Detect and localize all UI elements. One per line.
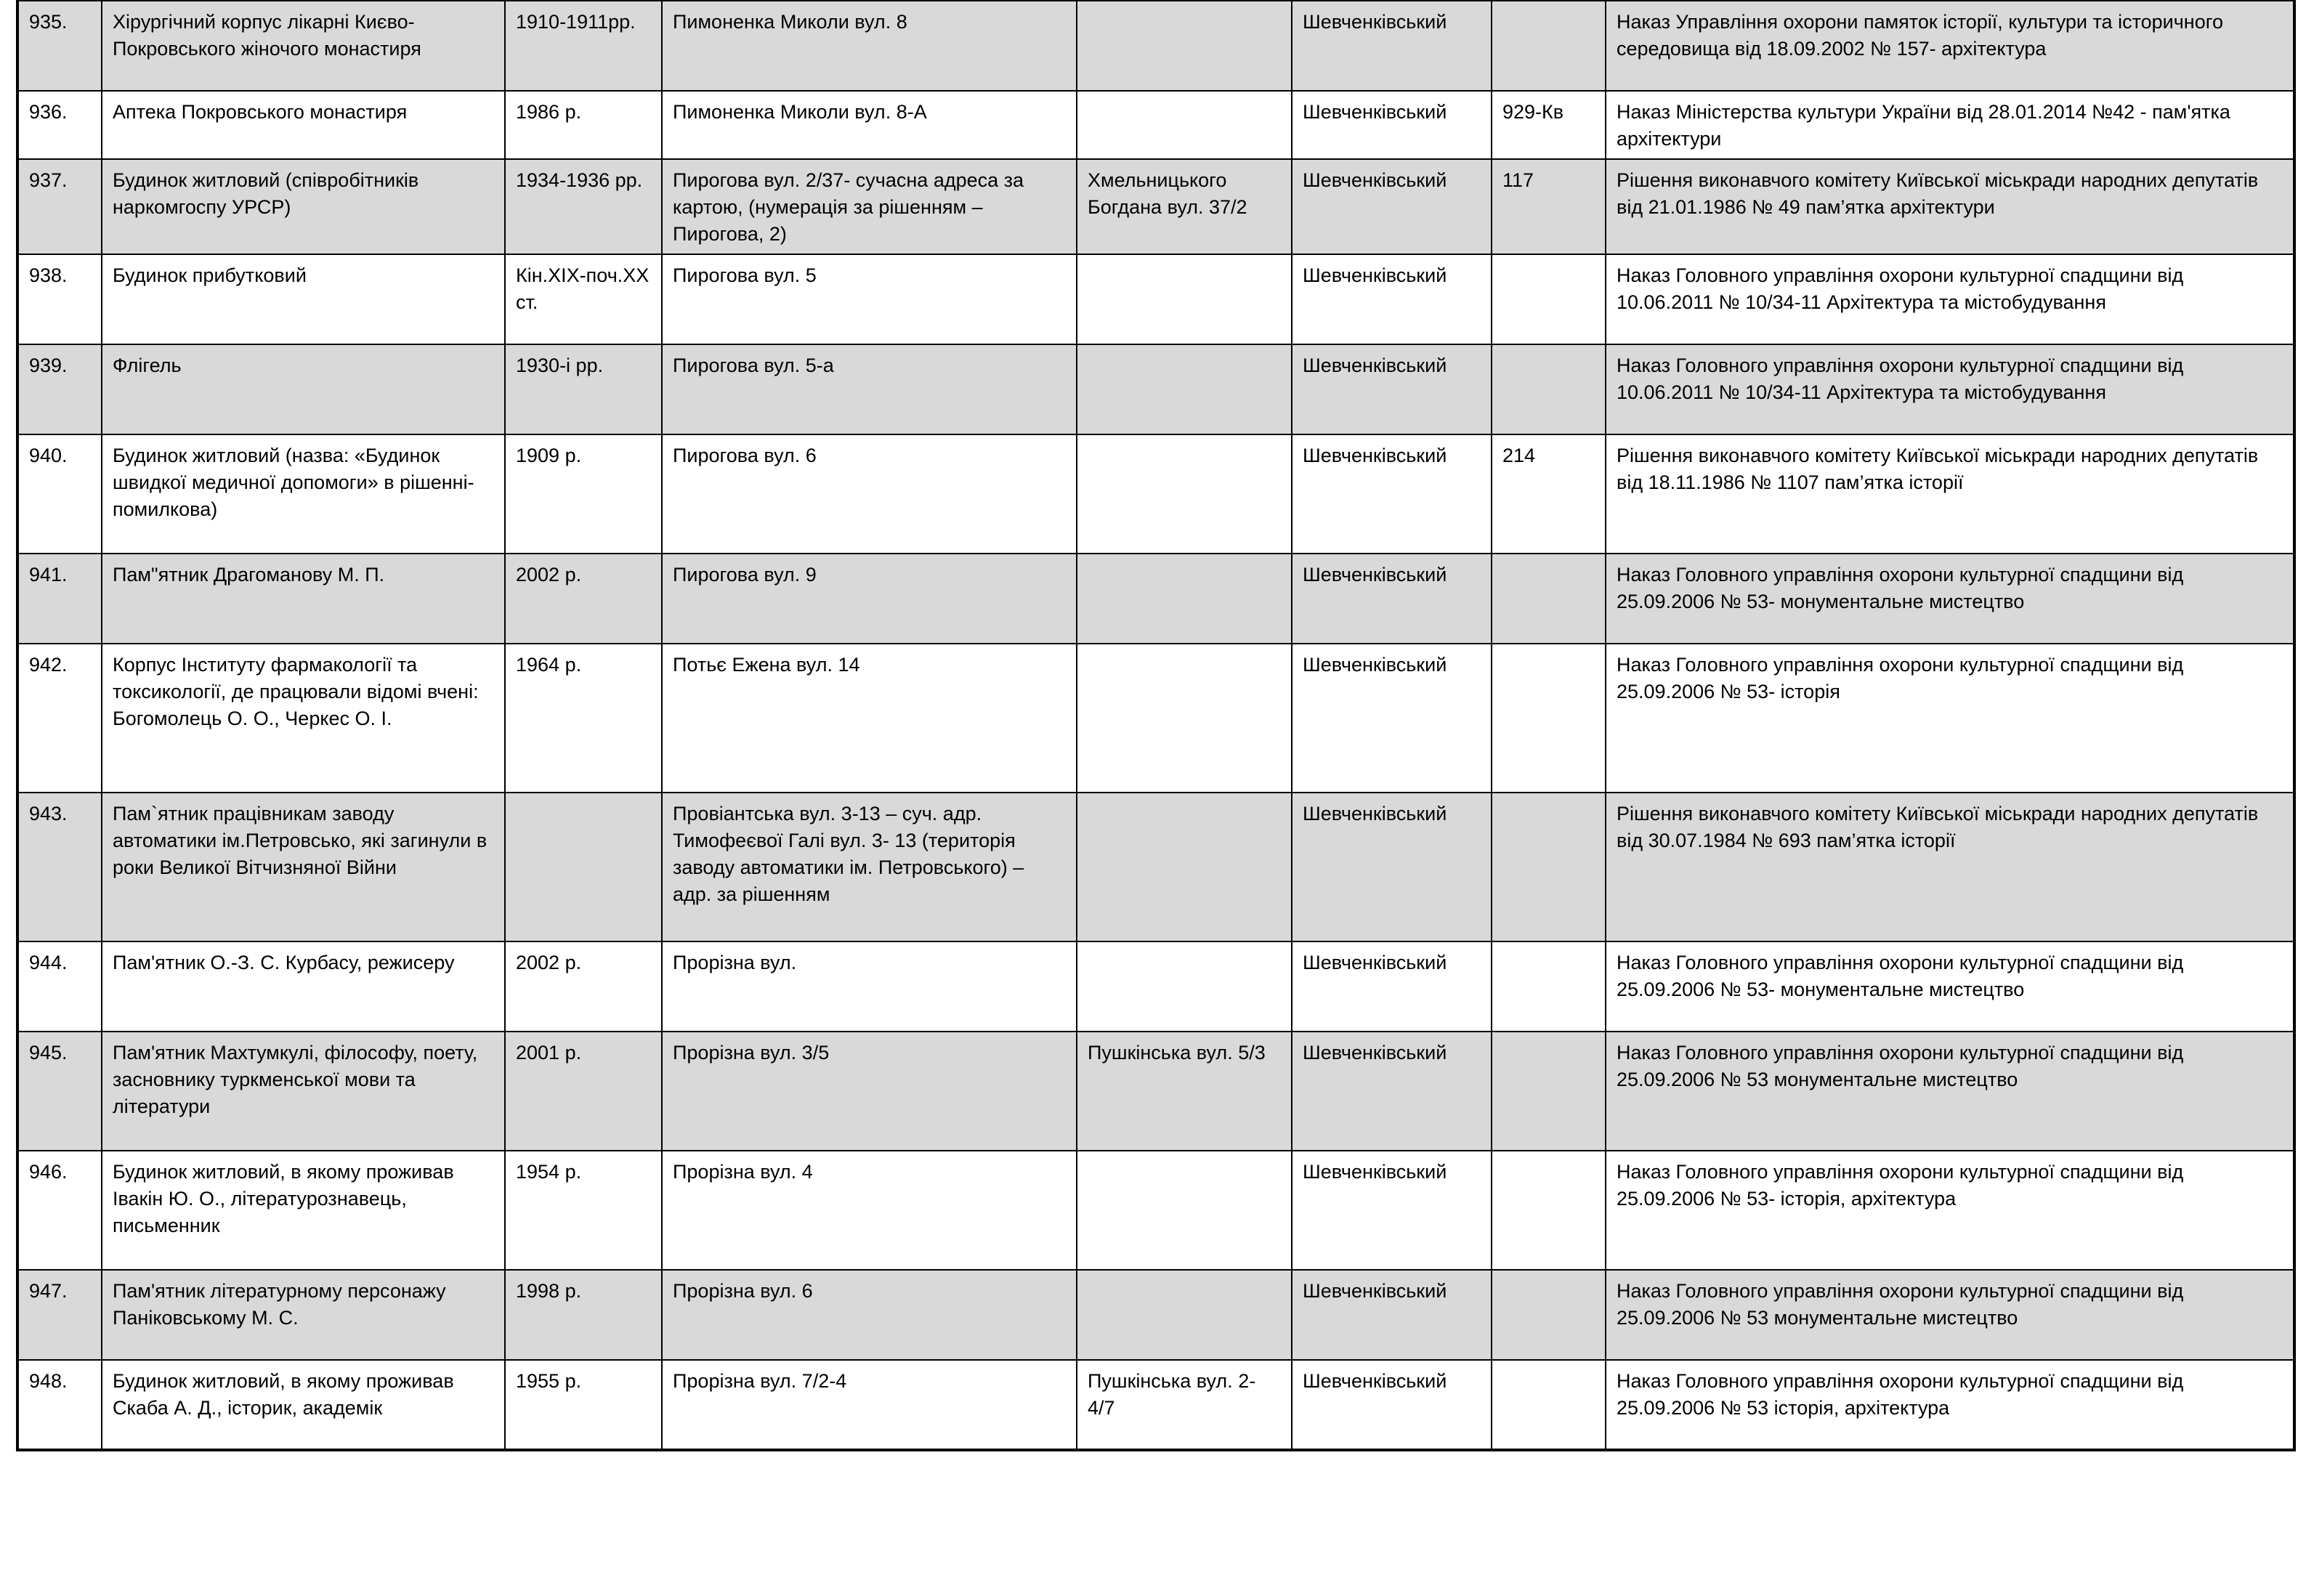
protection-number-cell — [1492, 1360, 1606, 1450]
object-name-cell: Пам"ятник Драгоманову М. П. — [102, 554, 505, 644]
heritage-registry-table — [16, 0, 2296, 1451]
legal-document-cell: Наказ Головного управління охорони культурної спадщини від 25.09.2006 № 53 монументальне мистецтво — [1606, 1032, 2294, 1151]
district-cell: Шевченківський — [1292, 1151, 1492, 1270]
table-row — [17, 1360, 2294, 1450]
legal-document-cell: Рішення виконавчого комітету Київської міськради народних депутатів від 18.11.1986 № 1107 пам’ятка історії — [1606, 434, 2294, 554]
legal-document-cell: Наказ Головного управління охорони культурної спадщини від 25.09.2006 № 53- монументальне мистецтво — [1606, 554, 2294, 644]
object-address-cell: Прорізна вул. 3/5 — [662, 1032, 1077, 1151]
protection-number-cell — [1492, 254, 1606, 344]
row-number-cell: 947. — [17, 1270, 102, 1360]
legal-document-cell: Рішення виконавчого комітету Київської міськради народних депутатів від 21.01.1986 № 49 пам’ятка архітектури — [1606, 159, 2294, 254]
legal-document-cell: Наказ Управління охорони памяток історії, культури та історичного середовища від 18.09.2002 № 157- архітектура — [1606, 1, 2294, 91]
alt-address-cell — [1077, 941, 1292, 1032]
table-row — [17, 644, 2294, 793]
table-row — [17, 554, 2294, 644]
row-number-cell: 946. — [17, 1151, 102, 1270]
object-date-cell: 1986 р. — [505, 91, 662, 159]
protection-number-cell — [1492, 941, 1606, 1032]
protection-number-cell — [1492, 554, 1606, 644]
protection-number-cell — [1492, 644, 1606, 793]
object-date-cell: 1930-і рр. — [505, 344, 662, 434]
table-row — [17, 793, 2294, 941]
object-name-cell: Флігель — [102, 344, 505, 434]
object-name-cell: Пам'ятник літературному персонажу Паніковському М. С. — [102, 1270, 505, 1360]
alt-address-cell — [1077, 434, 1292, 554]
alt-address-cell — [1077, 1151, 1292, 1270]
object-address-cell: Пирогова вул. 2/37- сучасна адреса за картою, (нумерація за рішенням – Пирогова, 2) — [662, 159, 1077, 254]
object-date-cell: 1934-1936 рр. — [505, 159, 662, 254]
row-number-cell: 945. — [17, 1032, 102, 1151]
table-row — [17, 91, 2294, 159]
protection-number-cell — [1492, 793, 1606, 941]
protection-number-cell: 929-Кв — [1492, 91, 1606, 159]
legal-document-cell: Наказ Головного управління охорони культурної спадщини від 25.09.2006 № 53 історія, архітектура — [1606, 1360, 2294, 1450]
protection-number-cell: 214 — [1492, 434, 1606, 554]
object-date-cell: 2001 р. — [505, 1032, 662, 1151]
row-number-cell: 937. — [17, 159, 102, 254]
alt-address-cell — [1077, 554, 1292, 644]
object-address-cell: Потьє Ежена вул. 14 — [662, 644, 1077, 793]
legal-document-cell: Наказ Головного управління охорони культурної спадщини від 25.09.2006 № 53- історія, архітектура — [1606, 1151, 2294, 1270]
legal-document-cell: Рішення виконавчого комітету Київської міськради народних депутатів від 30.07.1984 № 693 пам’ятка історії — [1606, 793, 2294, 941]
district-cell: Шевченківський — [1292, 91, 1492, 159]
object-date-cell: 1998 р. — [505, 1270, 662, 1360]
object-date-cell: 1910-1911рр. — [505, 1, 662, 91]
alt-address-cell: Хмельницького Богдана вул. 37/2 — [1077, 159, 1292, 254]
protection-number-cell — [1492, 1151, 1606, 1270]
district-cell: Шевченківський — [1292, 434, 1492, 554]
object-address-cell: Прорізна вул. 4 — [662, 1151, 1077, 1270]
object-address-cell: Прорізна вул. — [662, 941, 1077, 1032]
table-row — [17, 1032, 2294, 1151]
object-address-cell: Пимоненка Миколи вул. 8 — [662, 1, 1077, 91]
object-name-cell: Будинок житловий, в якому проживав Івакін Ю. О., літературознавець, письменник — [102, 1151, 505, 1270]
object-address-cell: Пирогова вул. 5 — [662, 254, 1077, 344]
row-number-cell: 948. — [17, 1360, 102, 1450]
object-name-cell: Пам'ятник Махтумкулі, філософу, поету, засновнику туркменської мови та літератури — [102, 1032, 505, 1151]
table-row — [17, 941, 2294, 1032]
row-number-cell: 940. — [17, 434, 102, 554]
object-address-cell: Провіантська вул. 3-13 – суч. адр. Тимофеєвої Галі вул. 3- 13 (територія заводу автоматики ім. Петровського) – адр. за рішенням — [662, 793, 1077, 941]
object-address-cell: Пирогова вул. 5-а — [662, 344, 1077, 434]
object-name-cell: Пам'ятник О.-З. С. Курбасу, режисеру — [102, 941, 505, 1032]
object-date-cell: 1909 р. — [505, 434, 662, 554]
registry-body — [17, 1, 2294, 1450]
protection-number-cell — [1492, 1270, 1606, 1360]
alt-address-cell: Пушкінська вул. 2- 4/7 — [1077, 1360, 1292, 1450]
object-date-cell: 1954 р. — [505, 1151, 662, 1270]
district-cell: Шевченківський — [1292, 1270, 1492, 1360]
object-date-cell: 1955 р. — [505, 1360, 662, 1450]
alt-address-cell — [1077, 91, 1292, 159]
table-row — [17, 254, 2294, 344]
object-address-cell: Пимоненка Миколи вул. 8-А — [662, 91, 1077, 159]
district-cell: Шевченківський — [1292, 1, 1492, 91]
district-cell: Шевченківський — [1292, 1032, 1492, 1151]
alt-address-cell — [1077, 254, 1292, 344]
legal-document-cell: Наказ Міністерства культури України від 28.01.2014 №42 - пам'ятка архітектури — [1606, 91, 2294, 159]
legal-document-cell: Наказ Головного управління охорони культурної спадщини від 10.06.2011 № 10/34-11 Архітектура та містобудування — [1606, 254, 2294, 344]
object-name-cell: Будинок житловий, в якому проживав Скаба А. Д., історик, академік — [102, 1360, 505, 1450]
table-row — [17, 1151, 2294, 1270]
object-date-cell: 2002 р. — [505, 941, 662, 1032]
district-cell: Шевченківський — [1292, 1360, 1492, 1450]
table-row — [17, 1, 2294, 91]
object-name-cell: Корпус Інституту фармакології та токсикології, де працювали відомі вчені: Богомолець О. О., Черкес О. І. — [102, 644, 505, 793]
object-name-cell: Пам`ятник працівникам заводу автоматики ім.Петровсько, які загинули в роки Великої Вітчизняної Війни — [102, 793, 505, 941]
district-cell: Шевченківський — [1292, 554, 1492, 644]
alt-address-cell: Пушкінська вул. 5/3 — [1077, 1032, 1292, 1151]
legal-document-cell: Наказ Головного управління охорони культурної спадщини від 25.09.2006 № 53 монументальне мистецтво — [1606, 1270, 2294, 1360]
legal-document-cell: Наказ Головного управління охорони культурної спадщини від 10.06.2011 № 10/34-11 Архітектура та містобудування — [1606, 344, 2294, 434]
object-name-cell: Аптека Покровського монастиря — [102, 91, 505, 159]
row-number-cell: 936. — [17, 91, 102, 159]
district-cell: Шевченківський — [1292, 159, 1492, 254]
district-cell: Шевченківський — [1292, 344, 1492, 434]
alt-address-cell — [1077, 1270, 1292, 1360]
row-number-cell: 939. — [17, 344, 102, 434]
row-number-cell: 943. — [17, 793, 102, 941]
alt-address-cell — [1077, 1, 1292, 91]
object-address-cell: Прорізна вул. 7/2-4 — [662, 1360, 1077, 1450]
table-row — [17, 159, 2294, 254]
protection-number-cell — [1492, 1, 1606, 91]
row-number-cell: 944. — [17, 941, 102, 1032]
object-name-cell: Хірургічний корпус лікарні Києво- Покровського жіночого монастиря — [102, 1, 505, 91]
row-number-cell: 938. — [17, 254, 102, 344]
object-date-cell: Кін.ХІХ-поч.ХХ ст. — [505, 254, 662, 344]
row-number-cell: 942. — [17, 644, 102, 793]
object-date-cell: 2002 р. — [505, 554, 662, 644]
alt-address-cell — [1077, 793, 1292, 941]
object-address-cell: Прорізна вул. 6 — [662, 1270, 1077, 1360]
object-date-cell: 1964 р. — [505, 644, 662, 793]
district-cell: Шевченківський — [1292, 254, 1492, 344]
protection-number-cell — [1492, 344, 1606, 434]
legal-document-cell: Наказ Головного управління охорони культурної спадщини від 25.09.2006 № 53- історія — [1606, 644, 2294, 793]
district-cell: Шевченківський — [1292, 793, 1492, 941]
row-number-cell: 941. — [17, 554, 102, 644]
protection-number-cell: 117 — [1492, 159, 1606, 254]
district-cell: Шевченківський — [1292, 941, 1492, 1032]
row-number-cell: 935. — [17, 1, 102, 91]
object-date-cell — [505, 793, 662, 941]
object-address-cell: Пирогова вул. 9 — [662, 554, 1077, 644]
table-row — [17, 344, 2294, 434]
object-address-cell: Пирогова вул. 6 — [662, 434, 1077, 554]
object-name-cell: Будинок житловий (назва: «Будинок швидкої медичної допомоги» в рішенні- помилкова) — [102, 434, 505, 554]
legal-document-cell: Наказ Головного управління охорони культурної спадщини від 25.09.2006 № 53- монументальне мистецтво — [1606, 941, 2294, 1032]
object-name-cell: Будинок житловий (співробітників наркомгоспу УРСР) — [102, 159, 505, 254]
object-name-cell: Будинок прибутковий — [102, 254, 505, 344]
district-cell: Шевченківський — [1292, 644, 1492, 793]
alt-address-cell — [1077, 644, 1292, 793]
alt-address-cell — [1077, 344, 1292, 434]
protection-number-cell — [1492, 1032, 1606, 1151]
table-row — [17, 434, 2294, 554]
table-row — [17, 1270, 2294, 1360]
